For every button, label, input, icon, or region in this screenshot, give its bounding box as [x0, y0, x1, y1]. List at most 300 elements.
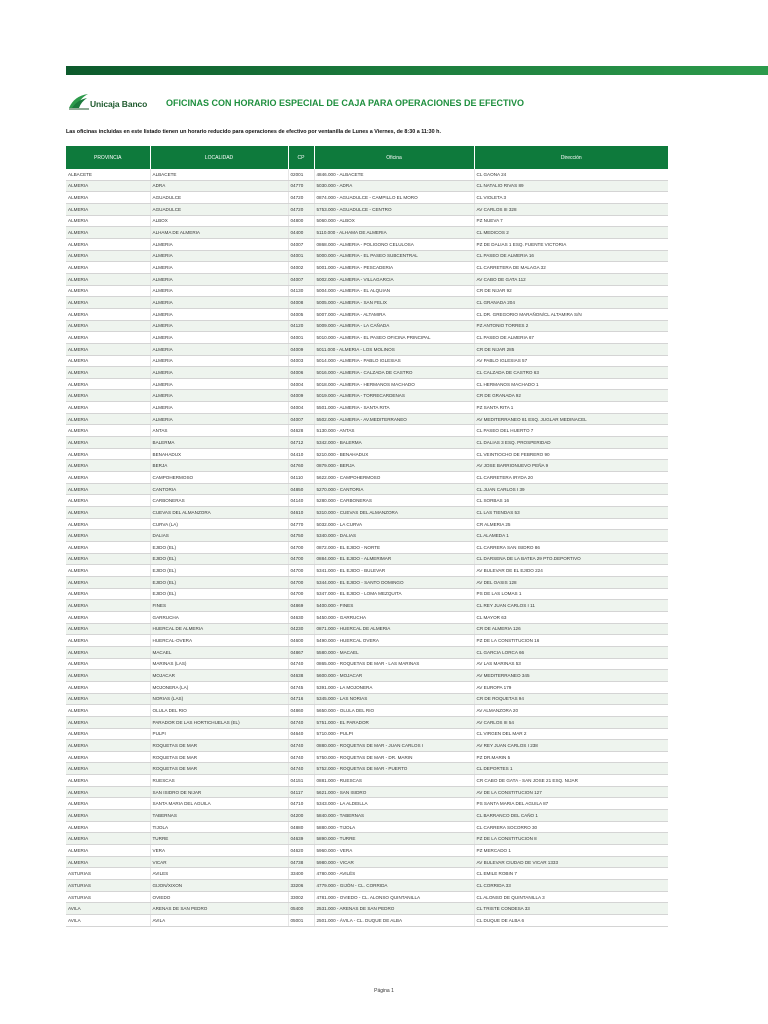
- cell-localidad: ALMERIA: [150, 262, 288, 274]
- table-row: [66, 203, 668, 215]
- cell-localidad: BENAHADUX: [150, 448, 288, 460]
- cell-oficina: 5280.000 - CARBONERAS: [314, 495, 474, 507]
- cell-provincia: ALMERIA: [66, 740, 150, 752]
- table-row: [66, 215, 668, 227]
- table-row: [66, 716, 668, 728]
- cell-localidad: CURVA (LA): [150, 518, 288, 530]
- cell-oficina: 5622.000 - CAMPOHERMOSO: [314, 472, 474, 484]
- cell-localidad: TIJOLA: [150, 821, 288, 833]
- cell-provincia: ASTURIAS: [66, 891, 150, 903]
- cell-localidad: ALMERIA: [150, 402, 288, 414]
- cell-cp: 04640: [288, 728, 314, 740]
- page-number: Página 1: [374, 988, 394, 994]
- logo-text: Unicaja Banco: [90, 99, 148, 109]
- cell-localidad: ALMERIA: [150, 273, 288, 285]
- table-row: [66, 786, 668, 798]
- cell-direccion: CL CARRERA SOCORRO 30: [474, 821, 668, 833]
- offices-table: [66, 146, 668, 927]
- cell-provincia: ALMERIA: [66, 332, 150, 344]
- cell-cp: 04009: [288, 390, 314, 402]
- cell-provincia: ALMERIA: [66, 460, 150, 472]
- column-header-provincia: PROVINCIA: [66, 146, 150, 169]
- table-body: [66, 169, 668, 926]
- cell-oficina: 5010.000 - ALMERIA - EL PASEO OFICINA PRINCIPAL: [314, 332, 474, 344]
- cell-cp: 04740: [288, 658, 314, 670]
- cell-provincia: ALMERIA: [66, 425, 150, 437]
- column-header-oficina: Oficina: [314, 146, 474, 169]
- cell-provincia: ALMERIA: [66, 402, 150, 414]
- table-row: [66, 798, 668, 810]
- cell-oficina: 5600.000 - MOJACAR: [314, 670, 474, 682]
- cell-direccion: CL EMILE ROBIN 7: [474, 868, 668, 880]
- cell-localidad: ANTAS: [150, 425, 288, 437]
- cell-cp: 33400: [288, 868, 314, 880]
- cell-oficina: 5391.000 - LA MOJONERA: [314, 681, 474, 693]
- cell-direccion: CL LAS TIENDAS 53: [474, 507, 668, 519]
- cell-oficina: 0884.000 - EL EJIDO - ALMERIMAR: [314, 553, 474, 565]
- cell-provincia: ALMERIA: [66, 180, 150, 192]
- cell-provincia: ALMERIA: [66, 646, 150, 658]
- table-row: [66, 507, 668, 519]
- cell-direccion: CL CALZADA DE CASTRO 63: [474, 367, 668, 379]
- cell-cp: 04117: [288, 786, 314, 798]
- cell-provincia: ALMERIA: [66, 378, 150, 390]
- table-row: [66, 728, 668, 740]
- cell-direccion: AV CARLOS III 328: [474, 203, 668, 215]
- cell-localidad: MOJACAR: [150, 670, 288, 682]
- cell-oficina: 0874.000 - AGUADULCE - CAMPILLO EL MORO: [314, 192, 474, 204]
- cell-oficina: 0879.000 - BERJA: [314, 460, 474, 472]
- cell-oficina: 0872.000 - EL EJIDO - NORTE: [314, 542, 474, 554]
- cell-oficina: 5210.000 - BENAHADUX: [314, 448, 474, 460]
- cell-direccion: CL PASEO DEL HUERTO 7: [474, 425, 668, 437]
- cell-cp: 04745: [288, 681, 314, 693]
- cell-direccion: CL REY JUAN CARLOS I 11: [474, 600, 668, 612]
- cell-localidad: ALMERIA: [150, 413, 288, 425]
- cell-cp: 04867: [288, 646, 314, 658]
- cell-cp: 04880: [288, 821, 314, 833]
- cell-localidad: EJIDO (EL): [150, 576, 288, 588]
- cell-cp: 05001: [288, 915, 314, 927]
- cell-cp: 04700: [288, 542, 314, 554]
- cell-provincia: ALMERIA: [66, 297, 150, 309]
- cell-localidad: ARENAS DE SAN PEDRO: [150, 903, 288, 915]
- cell-provincia: ALMERIA: [66, 192, 150, 204]
- cell-provincia: ALMERIA: [66, 273, 150, 285]
- cell-direccion: AV ALMANZORA 20: [474, 705, 668, 717]
- cell-oficina: 5016.000 - ALMERIA - CALZADA DE CASTRO: [314, 367, 474, 379]
- cell-cp: 04740: [288, 740, 314, 752]
- cell-direccion: AV JOSE BARRIONUEVO PEÑA 9: [474, 460, 668, 472]
- cell-direccion: CL DUQUE DE ALBA 6: [474, 915, 668, 927]
- cell-direccion: CL HERMANOS MACHADO 1: [474, 378, 668, 390]
- cell-provincia: ALMERIA: [66, 728, 150, 740]
- cell-oficina: 5501.000 - ALMERIA - SANTA RITA: [314, 402, 474, 414]
- cell-provincia: ASTURIAS: [66, 880, 150, 892]
- cell-direccion: CL GARCIA LORCA 66: [474, 646, 668, 658]
- table-row: [66, 460, 668, 472]
- cell-oficina: 4781.000 - OVIEDO - CL. ALONSO QUINTANILLA: [314, 891, 474, 903]
- table-row: [66, 402, 668, 414]
- cell-direccion: AV DE LA CONSTITUCION 127: [474, 786, 668, 798]
- cell-oficina: 5880.000 - TIJOLA: [314, 821, 474, 833]
- cell-oficina: 5310.000 - CUEVAS DEL ALMANZORA: [314, 507, 474, 519]
- cell-direccion: CR CABO DE GATA - SAN JOSE 21 ESQ. NIJAR: [474, 775, 668, 787]
- cell-direccion: CL DR. GREGORIO MARAÑON/CL ALTAMIRA S/N: [474, 308, 668, 320]
- cell-oficina: 4846.000 - ALBACETE: [314, 169, 474, 180]
- cell-cp: 04710: [288, 798, 314, 810]
- table-row: [66, 810, 668, 822]
- cell-localidad: ALBACETE: [150, 169, 288, 180]
- cell-provincia: ALMERIA: [66, 821, 150, 833]
- cell-localidad: ROQUETAS DE MAR: [150, 740, 288, 752]
- cell-oficina: 4780.000 - AVILÉS: [314, 868, 474, 880]
- cell-localidad: ALMERIA: [150, 367, 288, 379]
- header-green-band: [66, 66, 768, 75]
- cell-provincia: ALMERIA: [66, 355, 150, 367]
- cell-localidad: VERA: [150, 845, 288, 857]
- cell-direccion: AV BULEVAR DE EL EJIDO 224: [474, 565, 668, 577]
- table-row: [66, 413, 668, 425]
- table-row: [66, 320, 668, 332]
- cell-oficina: 5001.000 - ALMERIA - PESCADERIA: [314, 262, 474, 274]
- table-row: [66, 343, 668, 355]
- cell-provincia: ALMERIA: [66, 308, 150, 320]
- cell-direccion: CL CARRERA SAN ISIDRO 86: [474, 542, 668, 554]
- cell-cp: 04001: [288, 250, 314, 262]
- cell-direccion: CL VIRGEN DEL MAR 2: [474, 728, 668, 740]
- cell-oficina: 5710.000 - PULPI: [314, 728, 474, 740]
- cell-direccion: CL BARRANCO DEL CAÑO 1: [474, 810, 668, 822]
- cell-oficina: 5752.000 - ROQUETAS DE MAR - PUERTO: [314, 763, 474, 775]
- cell-cp: 04400: [288, 227, 314, 239]
- cell-cp: 04130: [288, 285, 314, 297]
- cell-provincia: ALMERIA: [66, 285, 150, 297]
- cell-oficina: 0865.000 - ROQUETAS DE MAR - LAS MARINAS: [314, 658, 474, 670]
- cell-localidad: CAMPOHERMOSO: [150, 472, 288, 484]
- cell-cp: 04720: [288, 203, 314, 215]
- cell-oficina: 5580.000 - MACAEL: [314, 646, 474, 658]
- intro-text: Las oficinas incluidas en este listado tienen un horario reducido para operaciones de efectivo por ventanilla de Lunes a Viernes, de 8:30 a 11:30 h.: [66, 129, 441, 135]
- cell-direccion: AV MEDITERRANEO 81 ESQ. JUGLAR MEDINACEL: [474, 413, 668, 425]
- table-row: [66, 378, 668, 390]
- cell-direccion: AV DEL OASIS 128: [474, 576, 668, 588]
- cell-localidad: ALMERIA: [150, 343, 288, 355]
- cell-localidad: AGUADULCE: [150, 203, 288, 215]
- cell-direccion: CL DARSENA DE LA BATEA 29 PTO.DEPORTIVO: [474, 553, 668, 565]
- cell-cp: 04005: [288, 308, 314, 320]
- cell-provincia: ALMERIA: [66, 810, 150, 822]
- table-row: [66, 763, 668, 775]
- cell-direccion: AV EUROPA 179: [474, 681, 668, 693]
- cell-oficina: 0880.000 - ROQUETAS DE MAR - JUAN CARLOS I: [314, 740, 474, 752]
- cell-direccion: CR DE ROQUETAS 94: [474, 693, 668, 705]
- cell-direccion: CL SORBAS 16: [474, 495, 668, 507]
- cell-localidad: SAN ISIDRO DE NIJAR: [150, 786, 288, 798]
- cell-oficina: 5621.000 - SAN ISIDRO: [314, 786, 474, 798]
- cell-cp: 04009: [288, 343, 314, 355]
- cell-provincia: ALMERIA: [66, 483, 150, 495]
- cell-provincia: ALMERIA: [66, 542, 150, 554]
- cell-direccion: AV LAS MARINAS 53: [474, 658, 668, 670]
- cell-provincia: ALMERIA: [66, 367, 150, 379]
- cell-cp: 04140: [288, 495, 314, 507]
- cell-direccion: CL PASEO DE ALMERIA 16: [474, 250, 668, 262]
- cell-provincia: ALMERIA: [66, 576, 150, 588]
- cell-localidad: BERJA: [150, 460, 288, 472]
- cell-provincia: ALMERIA: [66, 775, 150, 787]
- cell-localidad: ALMERIA: [150, 390, 288, 402]
- cell-provincia: ALMERIA: [66, 250, 150, 262]
- cell-cp: 04610: [288, 507, 314, 519]
- cell-oficina: 5341.000 - EL EJIDO - BULEVAR: [314, 565, 474, 577]
- table-row: [66, 600, 668, 612]
- cell-oficina: 5490.000 - HUERCAL OVERA: [314, 635, 474, 647]
- cell-cp: 04151: [288, 775, 314, 787]
- cell-direccion: CL NATALIO RIVAS 89: [474, 180, 668, 192]
- cell-localidad: NORIAS (LAS): [150, 693, 288, 705]
- cell-oficina: 5004.000 - ALMERIA - EL ALQUIAN: [314, 285, 474, 297]
- cell-oficina: 5007.000 - ALMERIA - ALTAMIRA: [314, 308, 474, 320]
- cell-cp: 04700: [288, 576, 314, 588]
- cell-cp: 04007: [288, 273, 314, 285]
- cell-oficina: 5014.000 - ALMERIA - PABLO IGLESIAS: [314, 355, 474, 367]
- cell-provincia: ALMERIA: [66, 227, 150, 239]
- cell-localidad: ROQUETAS DE MAR: [150, 763, 288, 775]
- cell-localidad: AGUADULCE: [150, 192, 288, 204]
- cell-localidad: PULPI: [150, 728, 288, 740]
- cell-oficina: 5011.000 - ALMERIA - LOS MOLINOS: [314, 343, 474, 355]
- cell-direccion: CR DE ALMERIA 126: [474, 623, 668, 635]
- cell-provincia: ALMERIA: [66, 413, 150, 425]
- table-row: [66, 646, 668, 658]
- table-row: [66, 448, 668, 460]
- cell-cp: 04720: [288, 192, 314, 204]
- cell-oficina: 5753.000 - AGUADULCE - CENTRO: [314, 203, 474, 215]
- cell-oficina: 5980.000 - VICAR: [314, 856, 474, 868]
- cell-provincia: ALMERIA: [66, 705, 150, 717]
- table-row: [66, 845, 668, 857]
- cell-provincia: ALMERIA: [66, 693, 150, 705]
- cell-cp: 04007: [288, 413, 314, 425]
- column-header-localidad: LOCALIDAD: [150, 146, 288, 169]
- cell-oficina: 5750.000 - ROQUETAS DE MAR - DR. MARIN: [314, 751, 474, 763]
- table-row: [66, 332, 668, 344]
- cell-oficina: 2501.000 - ÁVILA - CL. DUQUE DE ALBA: [314, 915, 474, 927]
- cell-localidad: ALMERIA: [150, 250, 288, 262]
- cell-provincia: ALMERIA: [66, 262, 150, 274]
- cell-localidad: ALMERIA: [150, 238, 288, 250]
- cell-provincia: ALMERIA: [66, 472, 150, 484]
- cell-localidad: ALHAMA DE ALMERIA: [150, 227, 288, 239]
- table-row: [66, 891, 668, 903]
- cell-localidad: MOJONERA (LA): [150, 681, 288, 693]
- cell-provincia: ALMERIA: [66, 670, 150, 682]
- table-row: [66, 437, 668, 449]
- cell-oficina: 4779.000 - GIJÓN - CL. CORRIDA: [314, 880, 474, 892]
- cell-oficina: 5344.000 - EL EJIDO - SANTO DOMINGO: [314, 576, 474, 588]
- cell-oficina: 5009.000 - ALMERIA - LA CAÑADA: [314, 320, 474, 332]
- cell-localidad: ALMERIA: [150, 285, 288, 297]
- cell-provincia: ALMERIA: [66, 798, 150, 810]
- cell-localidad: EJIDO (EL): [150, 565, 288, 577]
- table-row: [66, 565, 668, 577]
- cell-provincia: AVILA: [66, 903, 150, 915]
- cell-oficina: 5110.000 - ALHAMA DE ALMERIA: [314, 227, 474, 239]
- cell-cp: 04750: [288, 530, 314, 542]
- cell-localidad: GIJON/XIXON: [150, 880, 288, 892]
- cell-localidad: CARBONERAS: [150, 495, 288, 507]
- cell-direccion: AV CARLOS III 54: [474, 716, 668, 728]
- cell-cp: 04716: [288, 693, 314, 705]
- cell-provincia: ALMERIA: [66, 390, 150, 402]
- cell-provincia: ALMERIA: [66, 495, 150, 507]
- cell-direccion: CL GRANADA 204: [474, 297, 668, 309]
- table-row: [66, 623, 668, 635]
- cell-localidad: PARADOR DE LAS HORTICHUELAS (EL): [150, 716, 288, 728]
- cell-oficina: 5005.000 - ALMERIA - SAN FELIX: [314, 297, 474, 309]
- cell-localidad: FINES: [150, 600, 288, 612]
- cell-direccion: CL GAONA 24: [474, 169, 668, 180]
- cell-localidad: TURRE: [150, 833, 288, 845]
- cell-localidad: ALMERIA: [150, 378, 288, 390]
- cell-localidad: CUEVAS DEL ALMANZORA: [150, 507, 288, 519]
- cell-direccion: CL PASEO DE ALMERIA 67: [474, 332, 668, 344]
- unicaja-logo: [68, 92, 160, 114]
- cell-direccion: PS DE LAS LOMAS 1: [474, 588, 668, 600]
- table-row: [66, 635, 668, 647]
- cell-provincia: ALMERIA: [66, 635, 150, 647]
- cell-localidad: VICAR: [150, 856, 288, 868]
- cell-localidad: ADRA: [150, 180, 288, 192]
- cell-provincia: ALMERIA: [66, 751, 150, 763]
- cell-provincia: ALMERIA: [66, 518, 150, 530]
- cell-cp: 04700: [288, 565, 314, 577]
- cell-cp: 04230: [288, 623, 314, 635]
- cell-cp: 04770: [288, 518, 314, 530]
- cell-localidad: ALMERIA: [150, 332, 288, 344]
- cell-provincia: ALMERIA: [66, 553, 150, 565]
- cell-localidad: OLULA DEL RIO: [150, 705, 288, 717]
- cell-localidad: HUERCAL DE ALMERIA: [150, 623, 288, 635]
- cell-localidad: ROQUETAS DE MAR: [150, 751, 288, 763]
- cell-direccion: CR ALMERIA 25: [474, 518, 668, 530]
- column-header-cp: CP: [288, 146, 314, 169]
- table-header-row: [66, 146, 668, 169]
- cell-direccion: CR DE NIJAR 285: [474, 343, 668, 355]
- cell-direccion: CL DALIAS 3 ESQ. PROSPERIDAD: [474, 437, 668, 449]
- cell-oficina: 0868.000 - ALMERIA - POLIGONO CELULOSA: [314, 238, 474, 250]
- cell-localidad: BALERMA: [150, 437, 288, 449]
- table-row: [66, 530, 668, 542]
- cell-direccion: CL VIOLETA 3: [474, 192, 668, 204]
- cell-provincia: ALMERIA: [66, 588, 150, 600]
- cell-localidad: EJIDO (EL): [150, 553, 288, 565]
- table-row: [66, 192, 668, 204]
- cell-provincia: ALMERIA: [66, 623, 150, 635]
- cell-direccion: PZ DE LA CONSTITUCION 16: [474, 635, 668, 647]
- cell-direccion: CL ALONSO DE QUINTANILLA 3: [474, 891, 668, 903]
- cell-localidad: TABERNAS: [150, 810, 288, 822]
- table-row: [66, 856, 668, 868]
- table-row: [66, 425, 668, 437]
- cell-provincia: ALMERIA: [66, 600, 150, 612]
- table-row: [66, 705, 668, 717]
- cell-localidad: ALMERIA: [150, 355, 288, 367]
- cell-provincia: ALMERIA: [66, 215, 150, 227]
- table-row: [66, 576, 668, 588]
- table-row: [66, 775, 668, 787]
- cell-direccion: CL VEINTIOCHO DE FEBRERO 90: [474, 448, 668, 460]
- cell-localidad: ALMERIA: [150, 308, 288, 320]
- cell-direccion: PS SANTA MARIA DEL AGUILA 87: [474, 798, 668, 810]
- cell-cp: 04600: [288, 635, 314, 647]
- cell-cp: 04638: [288, 670, 314, 682]
- cell-oficina: 2531.000 - ARENAS DE SAN PEDRO: [314, 903, 474, 915]
- cell-cp: 04200: [288, 810, 314, 822]
- table-row: [66, 483, 668, 495]
- cell-cp: 04008: [288, 297, 314, 309]
- cell-direccion: PZ MERCADO 1: [474, 845, 668, 857]
- cell-direccion: CL ALAMEDA 1: [474, 530, 668, 542]
- cell-localidad: ALBOX: [150, 215, 288, 227]
- cell-oficina: 5340.000 - DALIAS: [314, 530, 474, 542]
- cell-provincia: ALMERIA: [66, 437, 150, 449]
- cell-direccion: PZ ANTONIO TORRES 2: [474, 320, 668, 332]
- cell-localidad: GARRUCHA: [150, 611, 288, 623]
- cell-localidad: ALMERIA: [150, 320, 288, 332]
- table-row: [66, 262, 668, 274]
- cell-oficina: 5840.000 - TABERNAS: [314, 810, 474, 822]
- table-row: [66, 833, 668, 845]
- cell-direccion: CL CARRETERA IRYDA 20: [474, 472, 668, 484]
- table-row: [66, 169, 668, 180]
- cell-localidad: RUESCAS: [150, 775, 288, 787]
- cell-provincia: ALMERIA: [66, 343, 150, 355]
- cell-cp: 04004: [288, 378, 314, 390]
- table-row: [66, 542, 668, 554]
- cell-direccion: CL MEDICOS 2: [474, 227, 668, 239]
- table-row: [66, 472, 668, 484]
- cell-provincia: AVILA: [66, 915, 150, 927]
- cell-cp: 05400: [288, 903, 314, 915]
- cell-provincia: ALMERIA: [66, 530, 150, 542]
- cell-provincia: ALMERIA: [66, 238, 150, 250]
- cell-cp: 33206: [288, 880, 314, 892]
- cell-oficina: 5270.000 - CANTORIA: [314, 483, 474, 495]
- table-row: [66, 227, 668, 239]
- cell-oficina: 5751.000 - EL PARADOR: [314, 716, 474, 728]
- cell-oficina: 5030.000 - ADRA: [314, 180, 474, 192]
- cell-direccion: CL DEPORTES 1: [474, 763, 668, 775]
- table-row: [66, 751, 668, 763]
- cell-cp: 04860: [288, 705, 314, 717]
- cell-provincia: ALMERIA: [66, 681, 150, 693]
- cell-cp: 04712: [288, 437, 314, 449]
- table-row: [66, 297, 668, 309]
- cell-provincia: ALMERIA: [66, 658, 150, 670]
- cell-cp: 04738: [288, 856, 314, 868]
- cell-cp: 04700: [288, 588, 314, 600]
- table-row: [66, 553, 668, 565]
- table-row: [66, 611, 668, 623]
- cell-cp: 04003: [288, 355, 314, 367]
- cell-cp: 04770: [288, 180, 314, 192]
- cell-direccion: CL CORRIDA 33: [474, 880, 668, 892]
- cell-cp: 04001: [288, 332, 314, 344]
- cell-oficina: 5342.000 - BALERMA: [314, 437, 474, 449]
- cell-cp: 04700: [288, 553, 314, 565]
